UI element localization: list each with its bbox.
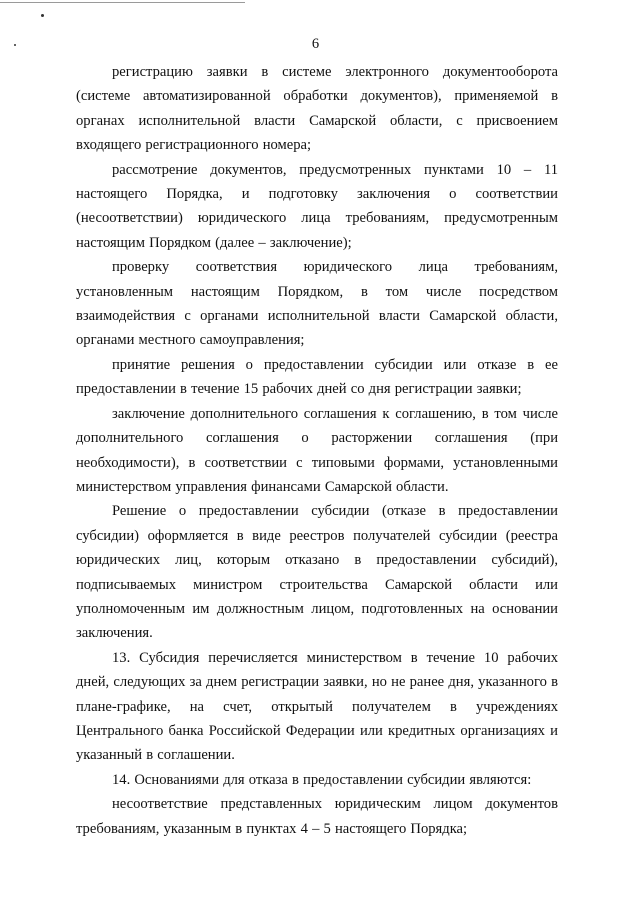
paragraph: принятие решения о предоставлении субсидии или отказе в ее предоставлении в течение 15 рабочих дней со дня регистрации заявки; xyxy=(76,356,558,398)
paragraph: Решение о предоставлении субсидии (отказе в предоставлении субсидии) оформляется в виде реестров получателей субсидии (реестра юридических лиц, которым отказано в предоставлении субсидий), подписываемых министром строительства Самарской области или уполномоченным им должностным лицом, подготовленных на основании заключения. xyxy=(76,503,558,642)
paragraph: рассмотрение документов, предусмотренных пунктами 10 – 11 настоящего Порядка, и подготовку заключения о соответствии (несоответствии) юридического лица требованиям, предусмотренным настоящим Порядком (далее – заключение); xyxy=(76,161,558,251)
paragraph: заключение дополнительного соглашения к соглашению, в том числе дополнительного соглашения о расторжении соглашения (при необходимости), в соответствии с типовыми формами, установленными министерством управления финансами Самарской области. xyxy=(76,405,558,495)
paragraph: регистрацию заявки в системе электронного документооборота (системе автоматизированной обработки документов), применяемой в органах исполнительной власти Самарской области, с присвоением входящего регистрационного номера; xyxy=(76,64,558,154)
scan-edge-line xyxy=(0,2,245,3)
paragraph: проверку соответствия юридического лица требованиям, установленным настоящим Порядком, в том числе посредством взаимодействия с органами исполнительной власти Самарской области, органами местного самоуправления; xyxy=(76,259,558,349)
paragraph: 14. Основаниями для отказа в предоставлении субсидии являются: xyxy=(112,771,532,788)
document-body xyxy=(76,60,558,841)
paragraph: несоответствие представленных юридическим лицом документов требованиям, указанным в пунктах 4 – 5 настоящего Порядка; xyxy=(76,796,558,837)
paragraph: 13. Субсидия перечисляется министерством в течение 10 рабочих дней, следующих за днем регистрации заявки, но не ранее дня, указанного в плане-графике, на счет, открытый получателем в учреждениях Центрального банка Российской Федерации или кредитных организациях и указанный в соглашении. xyxy=(76,649,558,764)
page-number: 6 xyxy=(311,36,320,52)
scan-speck xyxy=(41,14,44,17)
